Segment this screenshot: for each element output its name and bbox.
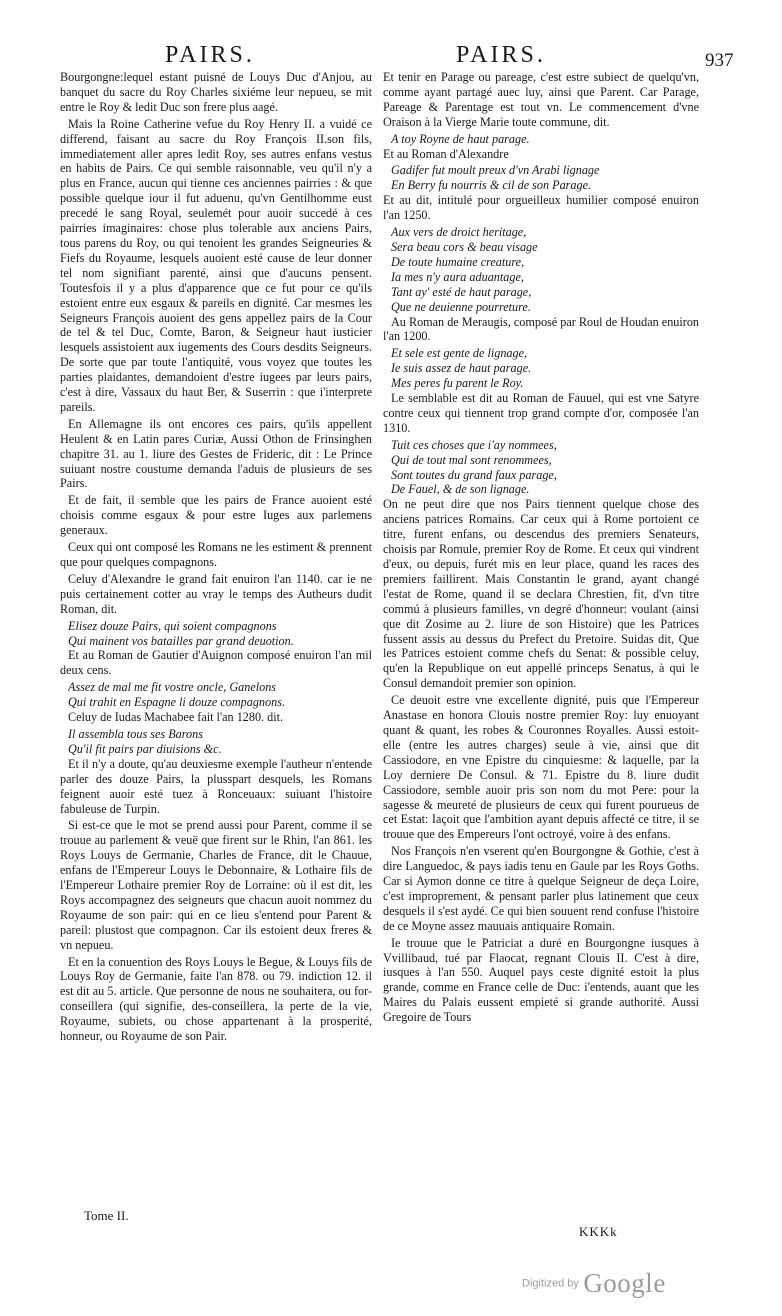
paragraph: Celuy de Iudas Machabee fait l'an 1280. dit. [68,710,284,725]
paragraph: Et en la conuention des Roys Louys le Begue, & Louys fils de Louys Roy de Germanie, faite l'an 878. ou 79. indiction 12. il est dit au 5. article. Que personne de nous ne souhaitera, ou for-conseillera (qui signifie, des-conseillera, la perte de la vie, Royaume, subiets, ou chose appartenant à la prosperité, honneur, ou Royaume de son Pair. [60,954,372,1044]
paragraph: Ie trouue que le Patriciat a duré en Bourgongne iusques à Vvillibaud, tué par Flaocat, regnant Clouis II. C'est à dire, iusques à l'an 550. Auquel pays ceste dignité estoit la plus grande, comme en France celle de Duc: i'entends, auant que les Maires du Palais eussent empieté si grande authorité. Aussi Gregoire de Tours [383,935,699,1025]
verse-line: Tant ay' esté de haut parage, [391,284,532,299]
verse-line: Sont toutes du grand faux parage, [391,467,557,482]
verse-line: Gadifer fut moult preux d'vn Arabi lignage [391,163,600,178]
verse-line: Il assembla tous ses Barons [68,726,203,741]
verse-line: Et sele est gente de lignage, [391,346,528,361]
paragraph: Nos François n'en vserent qu'en Bourgongne & Gothie, c'est à dire Languedoc, & pays iadis tenu en Gaule par les Roys Goths. Car si Aymon donne ce titre à quelque Seigneur de deça Loire, c'est improprement, & pensant parler plus latinement que ceux desquels il s'est aydé. Ce qui bien souuent rend confuse l'histoire de ce Moyne assez mauuais antiquaire Romain. [383,844,699,933]
paragraph: Celuy d'Alexandre le grand fait enuiron l'an 1140. car ie ne puis certainement cotter au vray le temps des Autheurs dudit Roman, dit. [60,571,372,616]
verse-line: Qu'il fit pairs par diuisions &c. [68,741,222,756]
paragraph: Au Roman de Meraugis, composé par Roul de Houdan enuiron l'an 1200. [383,314,700,344]
paragraph: En Allemagne ils ont encores ces pairs, qu'ils appellent Heulent & en Latin pares Curiæ, Aussi Othon de Frinsinghen chapitre 31. au 1. liure des Gestes de Frideric, dit : Le Prince suiuant nostre coustume demanda l'aduis de plusieurs de ses Pairs. [60,416,372,491]
verse-line: En Berry fu nourris & cil de son Parage. [391,178,592,193]
running-head-right: PAIRS. [456,42,546,68]
verse-line: Qui trahit en Espagne li douze compagnons. [68,695,285,710]
verse-line: Qui de tout mal sont renommees, [391,452,552,467]
verse-line: De toute humaine creature, [391,254,525,269]
paragraph: Bourgongne:lequel estant puisné de Louys Duc d'Anjou, au banquet du sacre du Roy Charles sixiéme leur nepueu, se mit entre le Roy & ledit Duc son frere plus aagé. [60,70,372,114]
digitized-by-text: Digitized by [522,1277,579,1290]
verse-line: Assez de mal me fit vostre oncle, Ganelons [68,680,277,695]
verse-line: De Fauel, & de son lignage. [391,482,530,497]
verse-line: Ie suis assez de haut parage. [391,361,532,376]
paragraph: Et il n'y a doute, qu'au deuxiesme exemple l'autheur n'entende parler des douze Pairs, la plusspart desquels, les Romans feignent auoir esté tuez à Ronceuaux: suiuant l'histoire fabuleuse de Turpin. [60,756,372,816]
verse-line: Sera beau cors & beau visage [391,239,538,254]
signature-mark: KKKk [579,1224,618,1239]
paragraph: Et de fait, il semble que les pairs de France auoient esté choisis comme esgaux & pour estre Iuges aux parlemens generaux. [60,493,372,538]
paragraph: Ceux qui ont composé les Romans ne les estiment & prennent que pour quelques compagnons. [60,540,372,569]
paragraph: Et au Roman de Gautier d'Auignon composé enuiron l'an mil deux cens. [60,648,372,678]
paragraph: Le semblable est dit au Roman de Fauuel, qui est vne Satyre contre ceux qui tiennent trop grand compte d'or, composée l'an 1310. [383,391,699,435]
verse-line: Tuit ces choses que i'ay nommees, [391,437,557,452]
verse-line: Mes peres fu parent le Roy. [391,376,524,391]
page-number: 937 [705,50,734,71]
verse-line: Elisez douze Pairs, qui soient compagnons [68,618,277,633]
verse-line: A toy Royne de haut parage. [391,131,530,146]
running-head-left: PAIRS. [165,42,255,68]
digitized-by-watermark [522,1268,666,1299]
left-text-column [60,70,372,1046]
google-logo: Google [583,1268,666,1298]
paragraph: Et tenir en Parage ou pareage, c'est estre subiect de quelqu'vn, comme ayant partagé auec luy, ainsi que Parent. Car Parage, Pareage & Parentage est tout vn. Le commencement d'vne Oraison à la Vierge Marie toute commune, dit. [383,70,699,129]
paragraph: Et au dit, intitulé pour orgueilleux humilier composé enuiron l'an 1250. [383,193,699,223]
verse-line: Ia mes n'y aura aduantage, [391,269,524,284]
paragraph: Mais la Roine Catherine vefue du Roy Henry II. a vuidé ce differend, faisant au sacre du Roy François II.son fils, immediatement aller apres ledit Roy, ses autres enfans vestus en habits de Pairs. Ce qui semble raisonnable, veu qu'il n'y a plus en France, aucun qui tienne ces anciennes pairries : & que possible quelque iour il fut aduenu, qu'vn Gentilhomme eust precedé le sang Royal, seulemét pour auoir succedé à ces pairries imaginaires: chose plus tolerable aux anciens Pairs, tous parens du Roy, ou qui tenoient les grandes Seigneuries & Fiefs du Royaume, lesquels auoient esté cause de leur donner tel nom signifiant parenté, ainsi que d'aucuns pensent. Toutesfois il y a plus d'apparence que ce fut pour ce qu'ils estoient entre eux esgaux & pareils en dignité. Car mesmes les Seigneurs François auoient des gens appellez pairs de la Cour de tel & tel Duc, Comte, Baron, & Seigneur haut iusticier lesquels assistoient aux iugements des Cours desdits Seigneurs. De sorte que par toute l'antiquité, vous voyez que toutes les parties plaidantes, demandoient d'estre iugees par leurs pairs, c'est à dire, Vassaux du haut Ber, & Suserrin : que i'interprete pareils. [60,116,372,414]
verse-line: Que ne deuienne pourreture. [391,299,531,314]
paragraph: Et au Roman d'Alexandre [383,146,509,161]
paragraph: Si est-ce que le mot se prend aussi pour Parent, comme il se trouue au parlement & veuë que firent sur le Rhin, l'an 861. les Roys Louys de Germanie, Charles de France, dit le Chauue, enfans de l'Empereur Louys le Debonnaire, & Lothaire fils de l'Empereur Lothaire premier Roy de Lorraine: où il est dit, les Roys accompagnez des seigneurs que chacun auoit nommez du Royaume de son pair: qui en ce lieu s'entend pour Parent & pareil: plustost que compagnon. Car ils estoient deux freres & vn nepueu. [60,818,372,952]
volume-label: Tome II. [84,1208,129,1223]
verse-line: Qui mainent vos batailles par grand deuotion. [68,633,294,648]
paragraph: On ne peut dire que nos Pairs tiennent quelque chose des anciens patrices Romains. Car ceux qui à Rome portoient ce titre, furent enfans, ou descendus des premiers Senateurs, choisis par Romule, premier Roy de Rome. Et ceux qui vindrent d'eux, ou depuis, furét mis en leur place, quand les races des premiers faillirent. Mais Constantin le grand, ayant changé l'estat de Rome, quand il se declara Chrestien, fit, d'vn titre commú à plusieurs familles, vn degré d'honneur: voulant (ainsi que dit Zosime au 2. liure de son Histoire) que les Patrices fussent assis au dessus du Prefect du Pretoire. Suidas dit, Que les Patrices estoient comme chefs du Senat: & possible celuy, qu'en la Republique on eut appellé princeps Senatus, à qui le Consul demandoit premier son opinion. [383,497,699,691]
right-text-column [383,70,699,1027]
verse-line: Aux vers de droict heritage, [391,225,527,240]
paragraph: Ce deuoit estre vne excellente dignité, puis que l'Empereur Anastase en honora Clouis nostre premier Roy: luy enuoyant quant & quant, les robes & Couronnes Royalles. Aussi estoit-elle (entre les autres charges) seule à vie, ainsi que dit Cassiodore, en vne Epistre du cinquiesme: & laquelle, par la Loy derniere De Consul. & 71. Epistre du 8. liure dudit Cassiodore, semble auoir pris son nom du mot Pere: pour la sagesse & meureté de plusieurs de ceux qui furent pourueus de cet Estat: Iaçoit que l'ambition ayant depuis affecté ce titre, il se trouue que des Empereurs l'ont octroyé, voire à des enfans. [383,693,699,842]
